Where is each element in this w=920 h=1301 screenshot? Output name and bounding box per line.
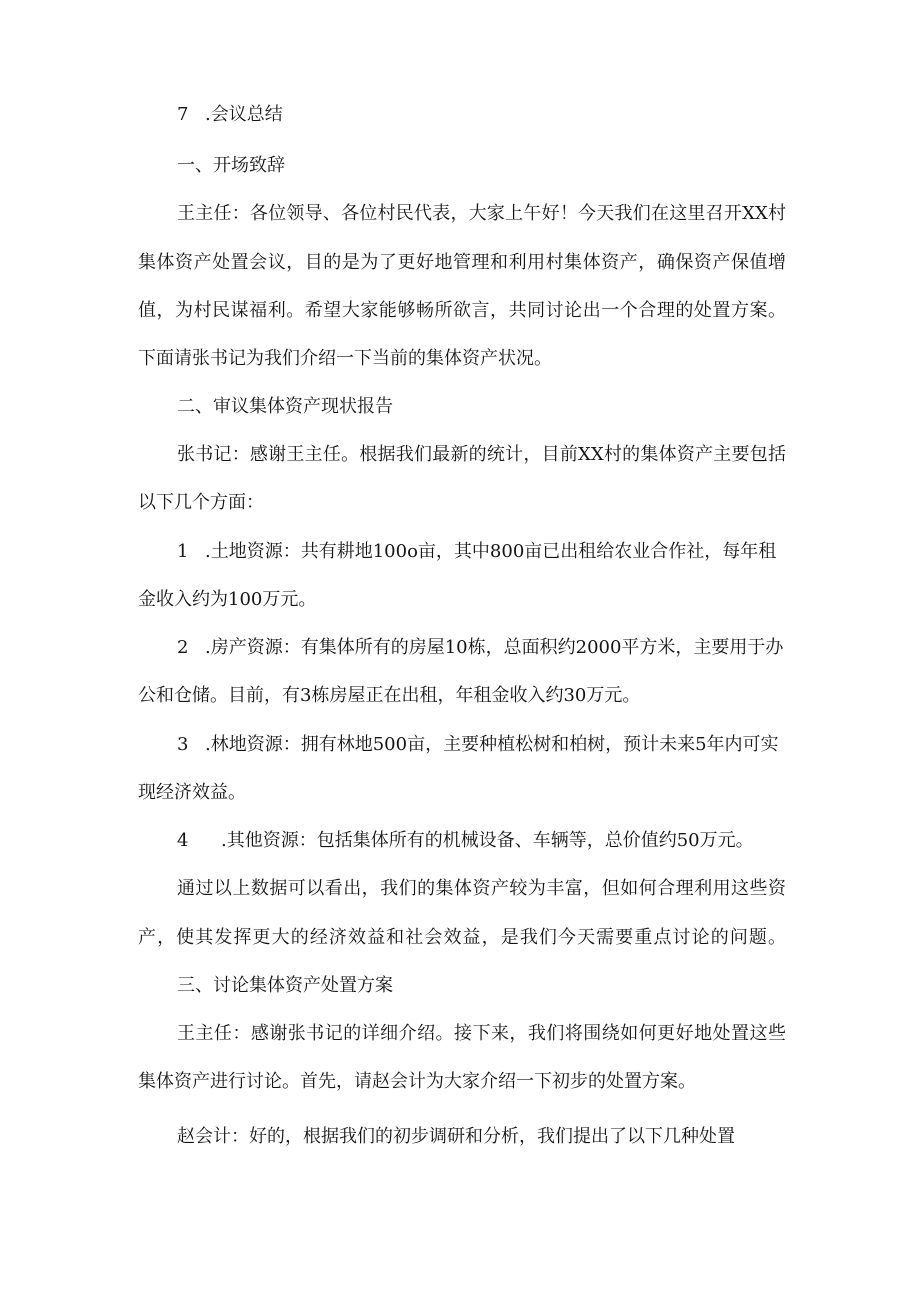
- list-text: .土地资源：共有耕地100o亩，其中800亩已出租给农业合作社，每年租: [205, 541, 777, 562]
- paragraph-line: 集体资产处置会议，目的是为了更好地管理和利用村集体资产，确保资产保值增: [138, 252, 786, 273]
- section-heading-2: 二、审议集体资产现状报告: [177, 396, 393, 417]
- list-item-continuation: 金收入约为100万元。: [138, 589, 317, 610]
- list-text: .其他资源：包括集体所有的机械设备、车辆等，总价值约50万元。: [221, 830, 754, 851]
- list-item-continuation: 公和仓储。目前，有3栋房屋正在出租，年租金收入约30万元。: [138, 685, 641, 706]
- paragraph-line: 王主任：各位领导、各位村民代表，大家上午好！今天我们在这里召开XX村: [177, 203, 786, 224]
- item-number: 7: [177, 104, 189, 125]
- paragraph-line: 下面请张书记为我们介绍一下当前的集体资产状况。: [138, 348, 552, 369]
- paragraph-line: 产，使其发挥更大的经济效益和社会效益，是我们今天需要重点讨论的问题。: [138, 927, 786, 948]
- list-item: [177, 540, 786, 564]
- list-text: .房产资源：有集体所有的房屋10栋，总面积约2000平方米，主要用于办: [205, 637, 784, 658]
- list-number: 4: [177, 830, 189, 851]
- section-heading-1: 一、开场致辞: [177, 155, 285, 176]
- paragraph-line: 张书记：感谢王主任。根据我们最新的统计，目前XX村的集体资产主要包括: [177, 444, 786, 465]
- paragraph-line: 通过以上数据可以看出，我们的集体资产较为丰富，但如何合理利用这些资: [177, 878, 786, 899]
- list-item: [177, 829, 754, 853]
- paragraph-line: 王主任：感谢张书记的详细介绍。接下来，我们将围绕如何更好地处置这些: [177, 1023, 786, 1044]
- list-number: 1: [177, 541, 189, 562]
- list-item: [177, 636, 786, 660]
- section-heading-3: 三、讨论集体资产处置方案: [177, 975, 393, 996]
- list-number: 2: [177, 637, 189, 658]
- item-7-heading: [177, 103, 283, 127]
- paragraph-line: 赵会计：好的，根据我们的初步调研和分析，我们提出了以下几种处置: [177, 1126, 735, 1147]
- list-item-continuation: 现经济效益。: [138, 782, 246, 803]
- list-item: [177, 733, 786, 757]
- list-text: .林地资源：拥有林地500亩，主要种植松树和柏树，预计未来5年内可实: [205, 734, 779, 755]
- paragraph-line: 集体资产进行讨论。首先，请赵会计为大家介绍一下初步的处置方案。: [138, 1071, 696, 1092]
- item-text: .会议总结: [205, 104, 283, 125]
- paragraph-line: 值，为村民谋福利。希望大家能够畅所欲言，共同讨论出一个合理的处置方案。: [138, 300, 786, 321]
- list-number: 3: [177, 734, 189, 755]
- paragraph-line: 以下几个方面：: [138, 492, 264, 513]
